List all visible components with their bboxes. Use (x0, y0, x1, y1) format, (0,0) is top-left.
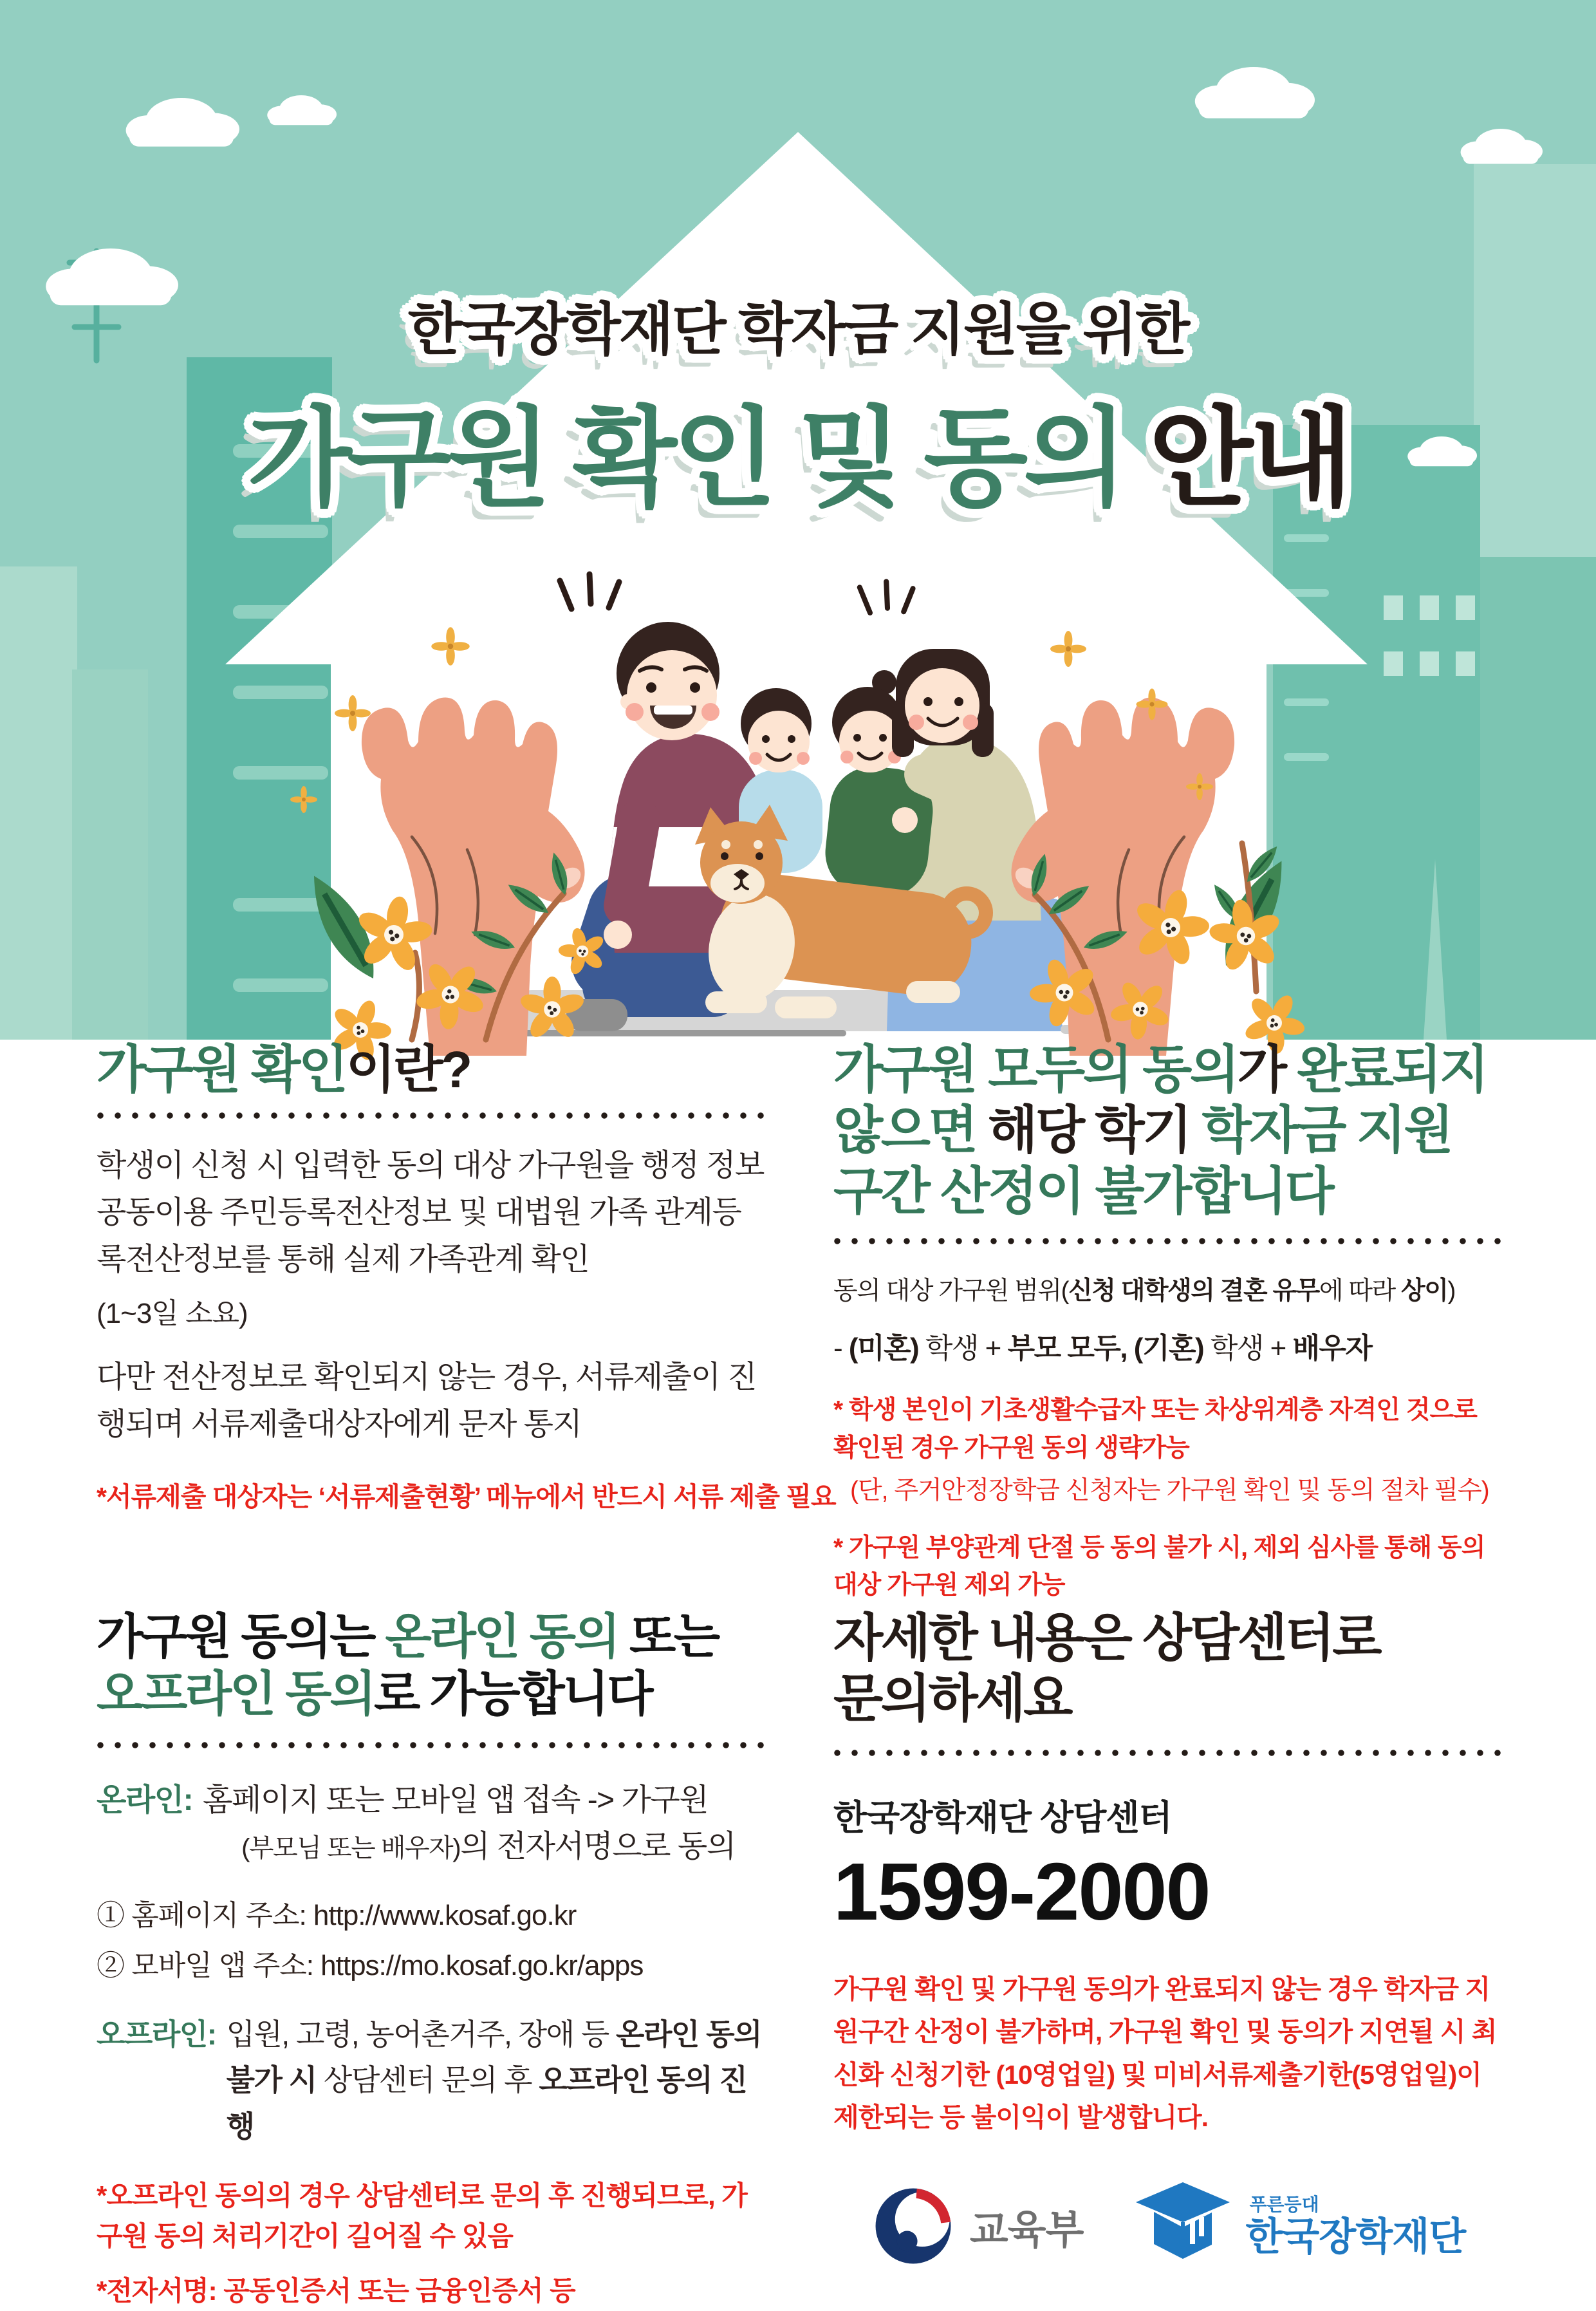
call-center-name: 한국장학재단 상담센터 (833, 1798, 1172, 1837)
offline-method-row (97, 2012, 766, 2149)
hero-title-green: 가구원 확인 및 동의 (247, 398, 1124, 519)
verification-description: 학생이 신청 시 입력한 동의 대상 가구원을 행정 정보공동이용 주민등록전산정보 및 대법원 가족 관계등록전산정보를 통해 실제 가족관계 확인 (97, 1148, 764, 1277)
moe-label: 교육부 (969, 2207, 1084, 2252)
red-disadvantage-note: 가구원 확인 및 가구원 동의가 완료되지 않는 경우 학자금 지원구간 산정이 불가하며, 가구원 확인 및 동의가 지연될 시 최신화 신청기한 (10영업일) 및 미비서류제출기한(5영업일)이 제한되는 등 불이익이 발생합니다. (833, 1974, 1497, 2132)
call-center-phone: 1599-2000 (833, 1846, 1210, 1937)
hero-title-dark: 안내 (1123, 398, 1349, 519)
hero-illustration (0, 0, 1596, 1040)
dotted-divider (97, 1741, 766, 1749)
kosaf-logo (1135, 2181, 1465, 2271)
section-household-verification (97, 1040, 836, 1513)
red-note-housing-scholarship: (단, 주거안정장학금 신청자는 가구원 확인 및 동의 절차 필수) (850, 1477, 1489, 1505)
red-note-offline-processing: *오프라인 동의의 경우 상담센터로 문의 후 진행되므로, 가구원 동의 처리기간이 길어질 수 있음 (97, 2180, 747, 2251)
kosaf-emblem-icon (1135, 2181, 1231, 2271)
hero-title (0, 372, 1596, 527)
dotted-divider (833, 1749, 1503, 1757)
section-heading: 가구원 확인이란? (97, 1041, 470, 1098)
online-method-row (97, 1777, 766, 1870)
dotted-divider (97, 1112, 766, 1119)
hero-subtitle: 한국장학재단 학자금 지원을 위한 (407, 297, 1189, 361)
consent-scope-line: 동의 대상 가구원 범위(신청 대학생의 결혼 유무에 따라 상이) (833, 1277, 1455, 1305)
section-contact (833, 1608, 1503, 2271)
kosaf-label: 한국장학재단 (1245, 2215, 1466, 2259)
section-consent-requirement (833, 1040, 1503, 1605)
red-note-basic-livelihood: * 학생 본인이 기초생활수급자 또는 차상위계층 자격인 것으로 확인된 경우 가구원 동의 생략가능 (833, 1396, 1477, 1462)
online-description: 홈페이지 또는 모바일 앱 접속 -> 가구원 (부모님 또는 배우자)의 전자서명으로 동의 (203, 1783, 736, 1864)
red-note-digital-signature: *전자서명: 공동인증서 또는 금융인증서 등 (97, 2275, 575, 2306)
footer-logos (833, 2181, 1503, 2271)
mobile-app-address: ② 모바일 앱 주소: https://mo.kosaf.go.kr/apps (97, 1950, 644, 1981)
document-submission-note: 다만 전산정보로 확인되지 않는 경우, 서류제출이 진행되며 서류제출대상자에게 문자 통지 (97, 1360, 757, 1442)
section-consent-methods (97, 1608, 766, 2311)
moe-logo (871, 2184, 1084, 2269)
section-heading: 자세한 내용은 상담센터로 문의하세요 (833, 1609, 1380, 1728)
online-label: 온라인: (97, 1783, 193, 1817)
red-note-exclusion-review: * 가구원 부양관계 단절 등 동의 불가 시, 제외 심사를 통해 동의대상 가구원 제외 가능 (833, 1533, 1485, 1600)
homepage-address: ① 홈페이지 주소: http://www.kosaf.go.kr (97, 1900, 577, 1931)
duration-note: (1~3일 소요) (97, 1298, 248, 1330)
section-heading: 가구원 동의는 온라인 동의 또는 오프라인 동의로 가능합니다 (97, 1609, 718, 1721)
consent-family-line: - (미혼) 학생 + 부모 모두, (기혼) 학생 + 배우자 (833, 1333, 1372, 1365)
dotted-divider (833, 1237, 1503, 1245)
moe-emblem-icon (871, 2184, 956, 2269)
offline-description: 입원, 고령, 농어촌거주, 장애 등 온라인 동의 불가 시 상담센터 문의 후 오프라인 동의 진행 (226, 2017, 762, 2143)
section-heading: 가구원 모두의 동의가 완료되지 않으면 해당 학기 학자금 지원 구간 산정이 불가합니다 (833, 1041, 1487, 1220)
offline-label: 오프라인: (97, 2017, 216, 2051)
red-warning-note: *서류제출 대상자는 ‘서류제출현황’ 메뉴에서 반드시 서류 제출 필요 (97, 1482, 836, 1512)
kosaf-slogan: 푸른등대 (1249, 2194, 1319, 2215)
